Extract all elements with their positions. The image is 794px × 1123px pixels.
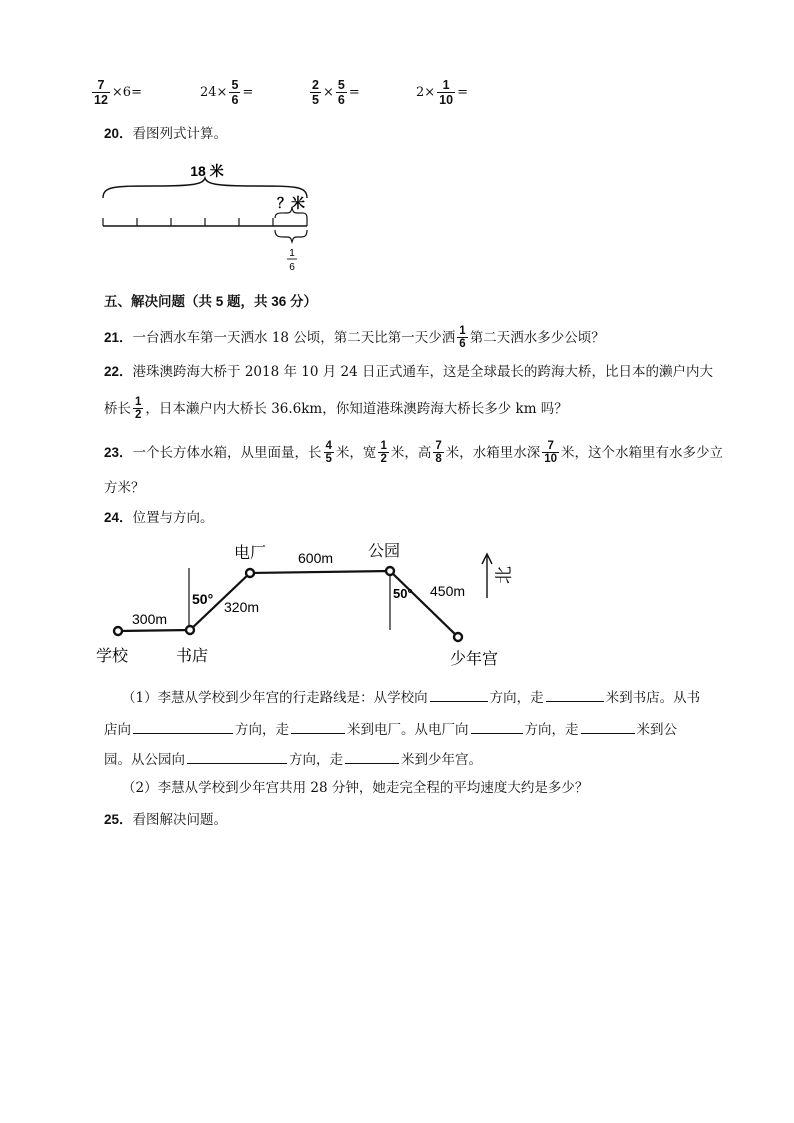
answer-blank[interactable] bbox=[291, 718, 345, 734]
frac-num: 1 bbox=[135, 396, 142, 408]
question-22 bbox=[104, 362, 713, 382]
question-text: 港珠澳跨海大桥于 2018 年 10 月 24 日正式通车，这是全球最长的跨海大桥，比日本的濑户内大 bbox=[132, 364, 713, 380]
answer-blank[interactable] bbox=[187, 748, 287, 764]
frac-num: 5 bbox=[231, 78, 239, 92]
question-text: 看图解决问题。 bbox=[132, 812, 228, 828]
frac-num: 4 bbox=[325, 440, 332, 452]
frac-den: 10 bbox=[439, 93, 454, 107]
question-number: 25． bbox=[104, 812, 133, 827]
frac-num: 2 bbox=[312, 78, 319, 92]
fraction-den: 6 bbox=[289, 262, 295, 273]
power-plant-label: 电厂 bbox=[234, 545, 267, 562]
question-21 bbox=[104, 325, 605, 350]
question-23 bbox=[104, 440, 723, 465]
segment-diagram bbox=[95, 158, 325, 283]
calc-item-2 bbox=[200, 78, 253, 107]
route-map bbox=[90, 538, 530, 673]
question-text: 园。从公园向 bbox=[104, 752, 185, 768]
frac-den: 2 bbox=[135, 409, 142, 421]
question-number: 21． bbox=[104, 329, 133, 345]
question-text: 看图列式计算。 bbox=[132, 126, 228, 142]
park-label: 公园 bbox=[368, 543, 401, 560]
youth-palace-label: 少年宫 bbox=[450, 651, 499, 668]
calc-pre: 2× bbox=[416, 85, 436, 100]
youth-palace-point bbox=[454, 633, 462, 641]
question-text: （1）李慧从学校到少年宫的行走路线是：从学校向 bbox=[122, 690, 428, 706]
calc-item-1 bbox=[90, 78, 142, 107]
frac-den: 8 bbox=[435, 453, 442, 465]
small-bottom-brace bbox=[275, 230, 307, 242]
question-text: 桥长 bbox=[104, 400, 131, 417]
angle-2: 50° bbox=[393, 586, 413, 601]
calc-item-3 bbox=[308, 78, 360, 107]
question-text: 方米？ bbox=[104, 480, 145, 496]
frac-den: 6 bbox=[231, 93, 239, 107]
frac-num: 1 bbox=[442, 78, 450, 92]
section-title: 五、解决问题（共 5 题，共 36 分） bbox=[104, 294, 318, 309]
question-text: 米到少年宫。 bbox=[401, 752, 482, 768]
calc-rest: ×6= bbox=[111, 85, 142, 100]
question-text: 方向，走 bbox=[524, 722, 579, 738]
question-text: 米到电厂。从电厂向 bbox=[347, 722, 469, 738]
question-text: 店向 bbox=[104, 722, 131, 738]
school-point bbox=[114, 627, 122, 635]
question-25 bbox=[104, 810, 227, 830]
question-number: 24． bbox=[104, 510, 133, 525]
calc-item-4 bbox=[416, 78, 468, 107]
q24-part1-line3 bbox=[104, 748, 482, 770]
answer-blank[interactable] bbox=[581, 718, 635, 734]
route-path bbox=[118, 571, 458, 637]
distance-3: 600m bbox=[298, 550, 334, 566]
power-plant-point bbox=[246, 569, 254, 577]
calc-pre: 24× bbox=[200, 85, 228, 100]
question-text: 方向，走 bbox=[289, 752, 343, 768]
question-text: 米，宽 bbox=[335, 444, 377, 461]
bookstore-point bbox=[186, 626, 194, 634]
question-text: 米，这个水箱里有水多少立 bbox=[561, 444, 724, 461]
question-text: （2）李慧从学校到少年宫共用 28 分钟，她走完全程的平均速度大约是多少？ bbox=[122, 780, 589, 796]
calc-rest: = bbox=[457, 85, 468, 100]
question-text: 一台洒水车第一天洒水 18 公顷，第二天比第一天少洒 bbox=[132, 329, 456, 346]
question-22-line2 bbox=[104, 396, 568, 421]
q24-part1-line1 bbox=[122, 686, 700, 708]
question-text: 位置与方向。 bbox=[132, 510, 214, 526]
answer-blank[interactable] bbox=[345, 748, 399, 764]
frac-num: 1 bbox=[380, 440, 387, 452]
unknown-label: ？米 bbox=[277, 195, 305, 211]
fraction-num: 1 bbox=[289, 248, 295, 259]
question-text: 方向，走 bbox=[489, 690, 544, 706]
ticks bbox=[103, 218, 307, 226]
frac-num: 1 bbox=[459, 325, 466, 337]
school-label: 学校 bbox=[96, 648, 129, 665]
distance-1: 300m bbox=[132, 611, 168, 627]
frac-num: 5 bbox=[337, 78, 345, 92]
question-number: 22． bbox=[104, 364, 133, 379]
distance-4: 450m bbox=[430, 583, 466, 599]
distance-2: 320m bbox=[224, 599, 260, 615]
frac-den: 10 bbox=[544, 453, 558, 465]
question-text: 米，水箱里水深 bbox=[445, 444, 541, 461]
question-24 bbox=[104, 508, 214, 528]
frac-den: 6 bbox=[459, 338, 466, 350]
frac-num: 7 bbox=[97, 78, 105, 92]
question-number: 20． bbox=[104, 126, 133, 141]
frac-den: 2 bbox=[380, 453, 387, 465]
question-text: ，日本濑户内大桥长 36.6km，你知道港珠澳跨海大桥长多少 km 吗？ bbox=[145, 400, 568, 417]
question-text: 一个长方体水箱，从里面量，长 bbox=[132, 444, 322, 461]
section-heading bbox=[104, 292, 317, 312]
question-text: 方向，走 bbox=[235, 722, 289, 738]
question-20 bbox=[104, 124, 227, 144]
q24-part1-line2 bbox=[104, 718, 677, 740]
frac-den: 5 bbox=[312, 93, 319, 107]
q24-part2 bbox=[122, 778, 588, 798]
calc-op: × bbox=[322, 85, 334, 100]
question-text: 米到公 bbox=[636, 722, 677, 738]
frac-num: 7 bbox=[547, 440, 554, 452]
answer-blank[interactable] bbox=[430, 686, 488, 702]
north-arrow-icon bbox=[482, 554, 492, 598]
answer-blank[interactable] bbox=[471, 718, 523, 734]
frac-num: 7 bbox=[435, 440, 442, 452]
total-label: 18 米 bbox=[190, 163, 224, 179]
angle-1: 50° bbox=[192, 591, 214, 607]
park-point bbox=[386, 567, 394, 575]
answer-blank[interactable] bbox=[546, 686, 604, 702]
question-23-line2 bbox=[104, 478, 145, 498]
calc-rest: = bbox=[348, 85, 360, 100]
question-text: 米到书店。从书 bbox=[605, 690, 701, 706]
answer-blank[interactable] bbox=[133, 718, 233, 734]
question-number: 23． bbox=[104, 444, 133, 460]
frac-den: 6 bbox=[337, 93, 345, 107]
question-text: 第二天洒水多少公顷？ bbox=[469, 329, 605, 346]
calc-rest: = bbox=[242, 85, 254, 100]
frac-den: 12 bbox=[94, 93, 108, 107]
bookstore-label: 书店 bbox=[176, 648, 209, 665]
frac-den: 5 bbox=[325, 453, 332, 465]
question-text: 米，高 bbox=[390, 444, 432, 461]
north-label: 北 bbox=[494, 566, 514, 584]
